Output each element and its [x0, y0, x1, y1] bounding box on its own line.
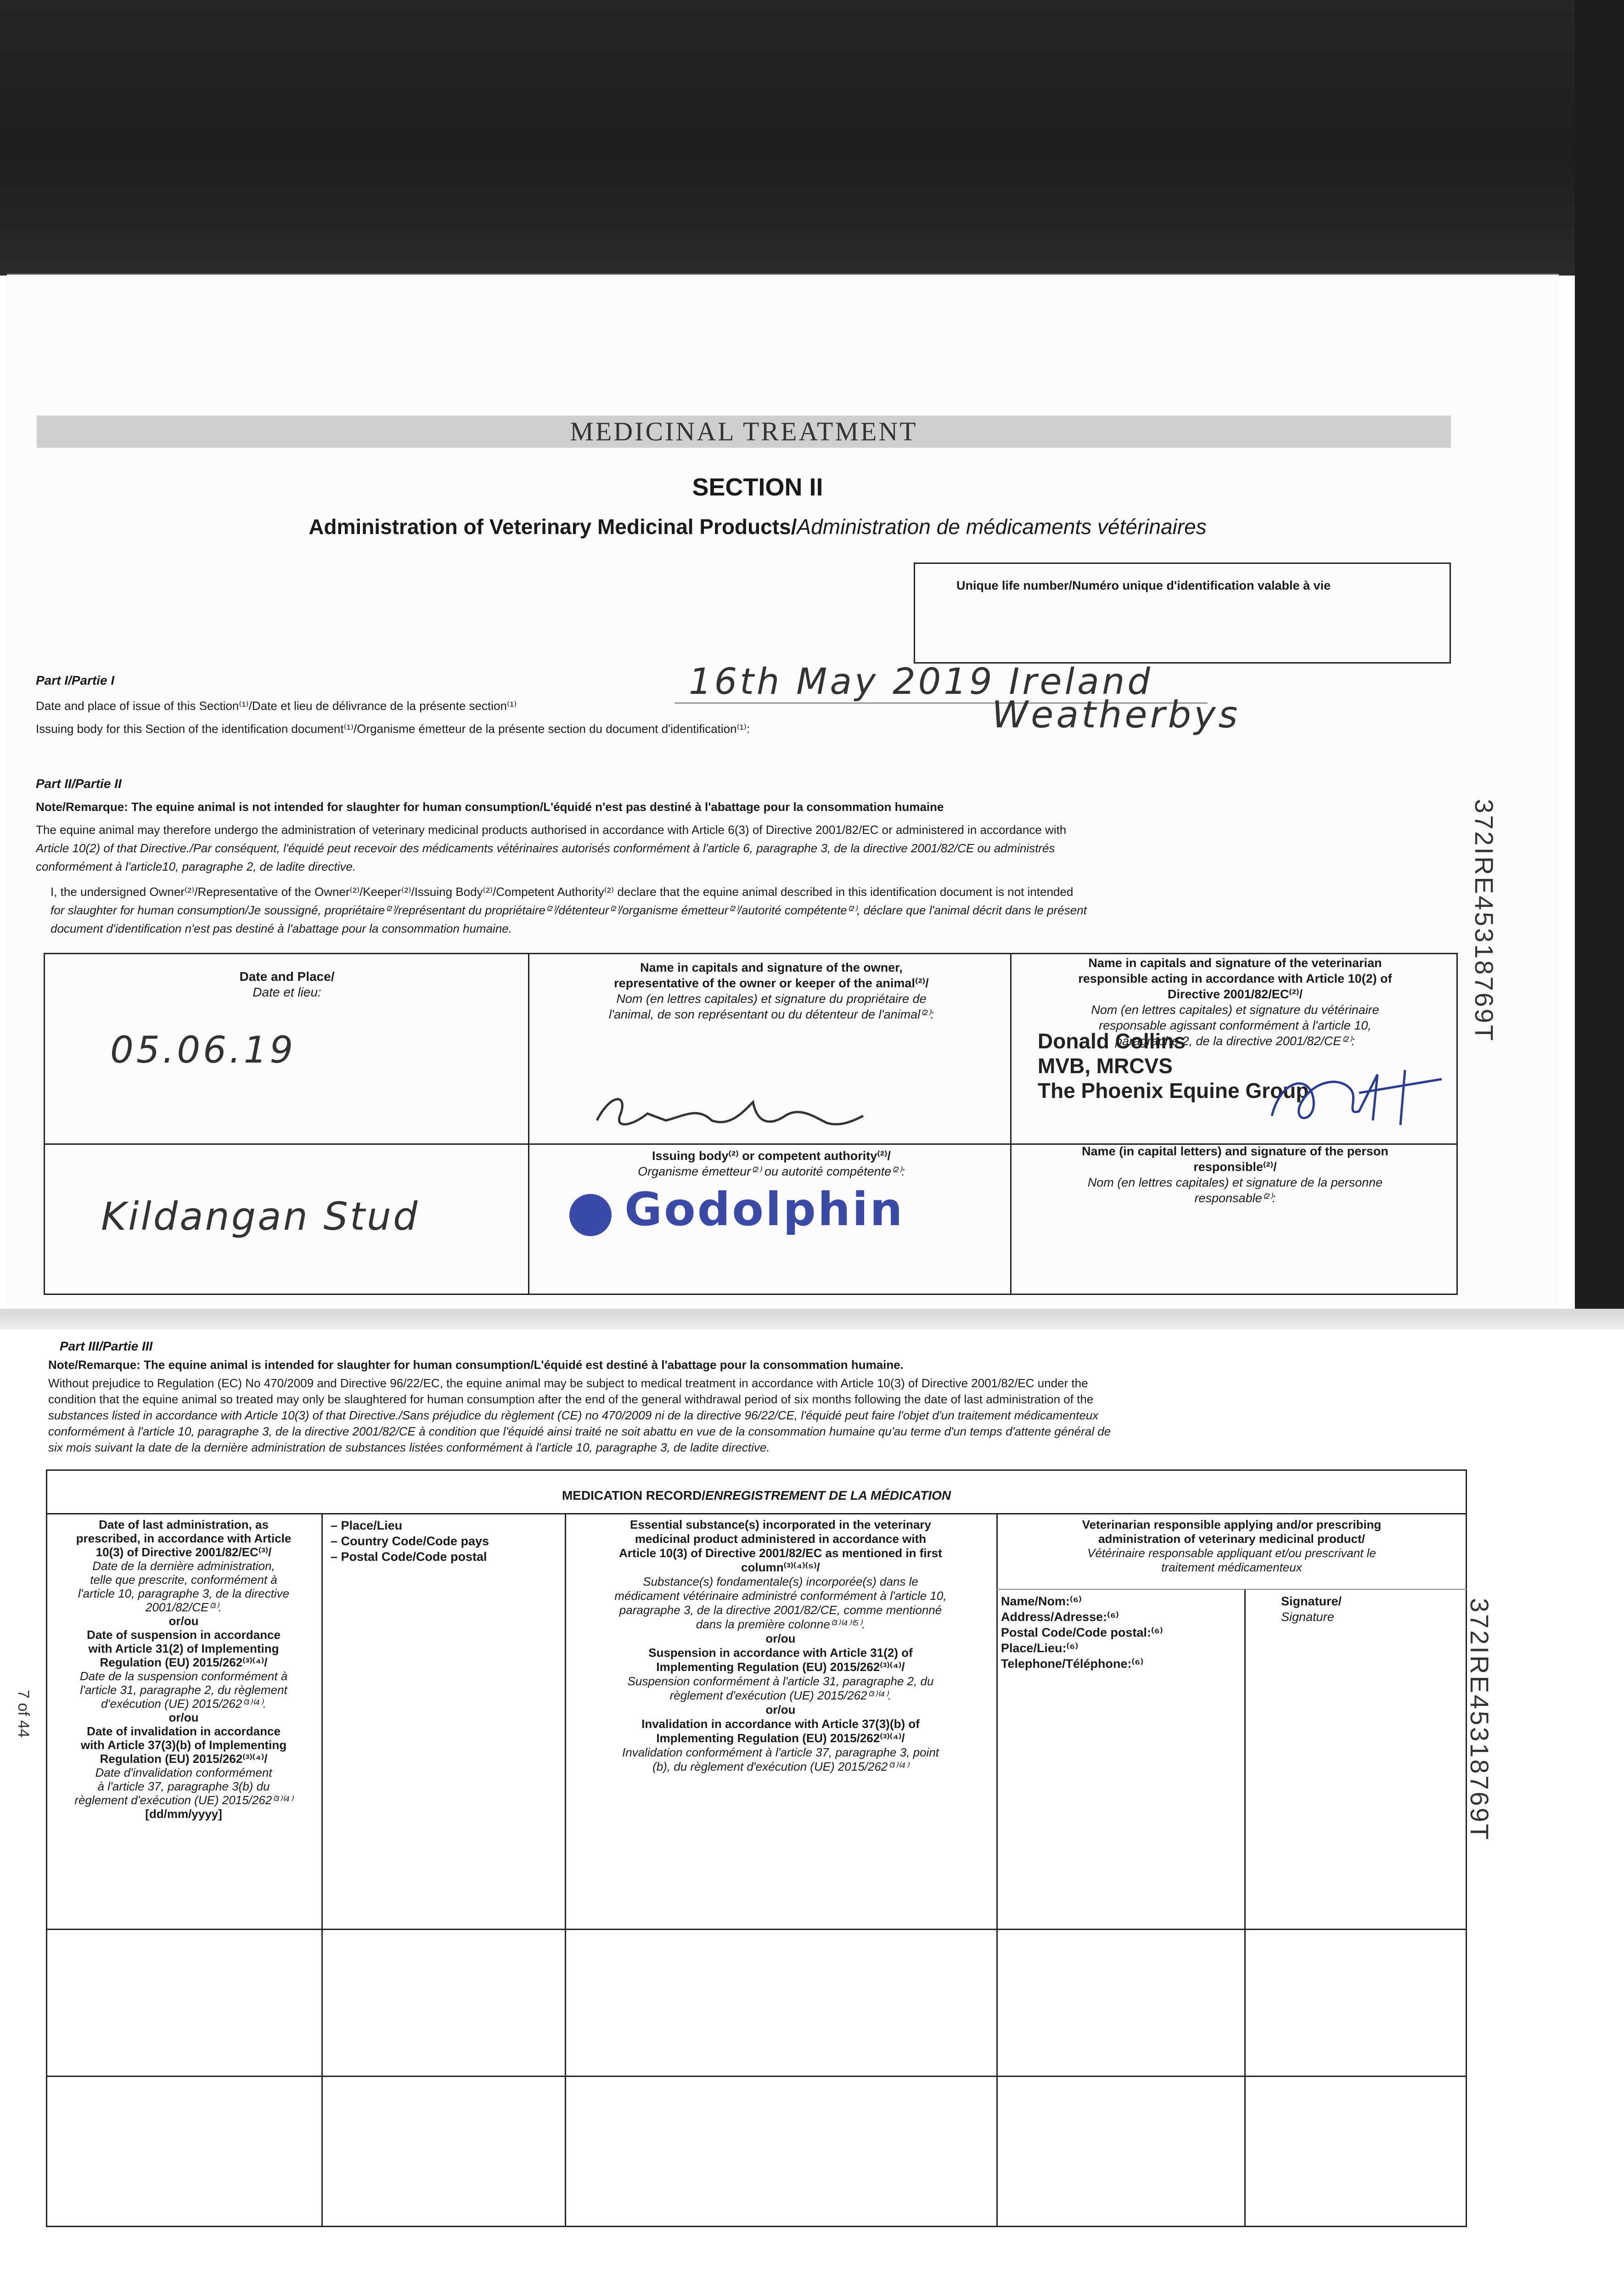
- med-col1-line: Regulation (EU) 2015/262⁽³⁾⁽⁴⁾/: [100, 1655, 268, 1669]
- title-banner: [37, 416, 1451, 448]
- med-col2-line: – Postal Code/Code postal: [331, 1550, 487, 1564]
- owner-header-line1: Name in capitals and signature of the owner,: [640, 961, 903, 974]
- vet-stamp-practice: The Phoenix Equine Group: [1038, 1079, 1309, 1103]
- part3-note: Note/Remarque: The equine animal is intended for slaughter for human consumption/L'équidé est destiné à l'abattage pour la consommation humaine.: [48, 1358, 904, 1372]
- issuing-header-en: Issuing body⁽²⁾ or competent authority⁽²⁾/: [652, 1149, 891, 1163]
- med-col1-line: [dd/mm/yyyy]: [145, 1807, 222, 1821]
- med-col2-line: – Place/Lieu: [331, 1519, 403, 1532]
- page-heading: [138, 514, 1377, 539]
- med-col3-line: Suspension in accordance with Article 31(2) of: [648, 1646, 913, 1660]
- part2-note-line3: conformément à l'article10, paragraphe 2, de ladite directive.: [36, 860, 356, 873]
- med-col1-line: Date of last administration, as: [99, 1518, 269, 1531]
- med-table-vet-sub-line: [996, 1589, 1467, 1590]
- med-col3-line: or/ou: [765, 1703, 796, 1716]
- med-col1-line: 2001/82/CE⁽³⁾.: [146, 1600, 222, 1614]
- section-title: SECTION II: [692, 473, 823, 501]
- vet-stamp-qualifications: MVB, MRCVS: [1038, 1054, 1173, 1078]
- med-col1-line: d'exécution (UE) 2015/262⁽³⁾⁽⁴⁾.: [101, 1697, 266, 1711]
- vet-header-line5: responsable agissant conformément à l'article 10,: [1099, 1019, 1371, 1032]
- med-record-title-fr: ENREGISTREMENT DE LA MÉDICATION: [705, 1488, 951, 1503]
- scan-background: [0, 0, 1624, 276]
- med-col1-line: règlement d'exécution (UE) 2015/262⁽³⁾⁽⁴⁾: [74, 1793, 293, 1807]
- date-place-header-en: Date and Place/: [239, 969, 335, 984]
- med-col2-line: – Country Code/Code pays: [331, 1534, 489, 1548]
- med-record-title: [46, 1488, 1467, 1503]
- med-col3-header: [567, 1518, 994, 1774]
- med-col3-line: paragraphe 3, de la directive 2001/82/CE, comme mentionné: [619, 1603, 942, 1617]
- med-col3-line: Article 10(3) of Directive 2001/82/EC as mentioned in first: [619, 1546, 942, 1560]
- date-place-header: [46, 969, 528, 1000]
- med-record-title-en: MEDICATION RECORD/: [562, 1488, 706, 1503]
- vet-header-line3: Directive 2001/82/EC⁽²⁾/: [1168, 987, 1303, 1001]
- vet-telephone-field: Telephone/Téléphone:⁽⁶⁾: [1001, 1657, 1144, 1671]
- title-banner-text: MEDICINAL TREATMENT: [570, 416, 918, 446]
- med-col1-line: Regulation (EU) 2015/262⁽³⁾⁽⁴⁾/: [100, 1752, 268, 1766]
- part2-declaration-line3: document d'identification n'est pas destiné à l'abattage pour la consommation humaine.: [51, 922, 512, 935]
- part3-para-line3: substances listed in accordance with Article 10(3) of that Directive./Sans préjudice du règlement (CE) no 470/2009 ni de la directive 96/22/CE, l'équidé peut faire l'objet d'un traitement médicamenteux: [48, 1408, 1099, 1422]
- med-col2-header: [331, 1518, 560, 1564]
- part3-para-line2: condition that the equine animal so treated may only be slaughtered for human consumption after the end of the general withdrawal period of six months following the date of last administration of the: [48, 1392, 1094, 1406]
- godolphin-logo-text: Godolphin: [624, 1182, 905, 1236]
- med-col1-line: l'article 10, paragraphe 3, de la directive: [78, 1587, 290, 1600]
- med-col1-line: Date of suspension in accordance: [87, 1628, 281, 1642]
- vet-header-line1: Name in capitals and signature of the veterinarian: [1088, 956, 1382, 970]
- med-col1-line: Date of invalidation in accordance: [87, 1724, 281, 1738]
- med-col3-line: column⁽³⁾⁽⁴⁾⁽⁵⁾/: [741, 1560, 820, 1574]
- med-col1-line: Date de la dernière administration,: [92, 1559, 275, 1573]
- part2-table-vline2: [1010, 953, 1011, 1295]
- med-col3-line: medicinal product administered in accordance with: [635, 1532, 927, 1546]
- med-table-vline1: [321, 1513, 323, 2227]
- med-table-vline3: [996, 1513, 998, 2227]
- person-header: [1015, 1143, 1455, 1206]
- part1-issuing-body-label: Issuing body for this Section of the identification document⁽¹⁾/Organisme émetteur de la présente section du document d'identification⁽¹⁾:: [36, 722, 750, 736]
- scan-edge: [1575, 0, 1624, 1322]
- med-col3-line: règlement d'exécution (UE) 2015/262⁽³⁾⁽⁴⁾.: [669, 1688, 892, 1702]
- signature-header-en: Signature/: [1281, 1594, 1342, 1608]
- med-col3-line: médicament vétérinaire administré conformément à l'article 10,: [614, 1589, 947, 1603]
- med-col1-line: Date d'invalidation conformément: [95, 1766, 272, 1779]
- vet-name-field: Name/Nom:⁽⁶⁾: [1001, 1594, 1082, 1608]
- med-col3-line: Implementing Regulation (EU) 2015/262⁽³⁾⁽⁴⁾/: [656, 1660, 905, 1674]
- med-col4-header: [999, 1518, 1465, 1575]
- med-col4-line: Veterinarian responsible applying and/or prescribing: [1082, 1518, 1382, 1531]
- med-col3-line: Invalidation conformément à l'article 37, paragraphe 3, point: [622, 1745, 939, 1759]
- unique-life-number-box: [914, 563, 1451, 664]
- person-header-line3: Nom (en lettres capitales) et signature de la personne: [1087, 1176, 1383, 1189]
- part1-issuing-body-value: Weatherbys: [992, 693, 1241, 736]
- part1-label: Part I/Partie I: [36, 673, 115, 687]
- part3-para-line4: conformément à l'article 10, paragraphe 3, de la directive 2001/82/CE à condition que l'équidé ainsi traité ne soit abattu en vue de la consommation humaine qu'au terme d'un temps d'attente général de: [48, 1424, 1111, 1438]
- med-col1-line: Date de la suspension conformément à: [79, 1669, 288, 1683]
- issuing-header: [533, 1148, 1010, 1179]
- med-col1-line: prescribed, in accordance with Article: [76, 1531, 292, 1545]
- part3-para-line5: six mois suivant la date de la dernière administration de substances listées conformément à l'article 10, paragraphe 3, de ladite directive.: [48, 1441, 770, 1454]
- med-signature-header: [1281, 1593, 1455, 1625]
- part2-table-vline1: [528, 953, 529, 1295]
- med-col1-line: 10(3) of Directive 2001/82/EC⁽³⁾/: [96, 1545, 272, 1559]
- med-col1-line: with Article 31(2) of Implementing: [88, 1642, 279, 1655]
- side-code-upper: 372IRE45318769T: [1470, 799, 1499, 1043]
- part3-para-line1: Without prejudice to Regulation (EC) No 470/2009 and Directive 96/22/EC, the equine animal may be subject to medical treatment in accordance with Article 10(3) of Directive 2001/82/EC under the: [48, 1376, 1088, 1390]
- vet-stamp-name: Donald Collins: [1038, 1029, 1186, 1053]
- date-place-value: 05.06.19: [110, 1029, 296, 1071]
- med-col3-line: Invalidation in accordance with Article 37(3)(b) of: [641, 1717, 920, 1731]
- ulnbox-label: Unique life number/Numéro unique d'identification valable à vie: [956, 579, 1331, 592]
- part2-declaration-line1: I, the undersigned Owner⁽²⁾/Representative of the Owner⁽²⁾/Keeper⁽²⁾/Issuing Body⁽²⁾/Competent Authority⁽²⁾ declare that the equine animal described in this identification document is not intended: [51, 885, 1073, 899]
- page-number: 7 of 44: [15, 1690, 32, 1738]
- date-place-header-fr: Date et lieu:: [253, 985, 321, 999]
- vet-signature: [1267, 1061, 1451, 1134]
- med-col4-line: administration of veterinary medicinal product/: [1098, 1532, 1365, 1546]
- heading-en: Administration of Veterinary Medicinal Products/: [309, 515, 797, 539]
- signature-header-fr: Signature: [1281, 1610, 1334, 1624]
- med-col3-line: Suspension conformément à l'article 31, paragraphe 2, du: [627, 1674, 934, 1688]
- med-table-row-line2: [46, 2076, 1467, 2077]
- med-col3-line: Essential substance(s) incorporated in the veterinary: [630, 1518, 931, 1531]
- med-table-vline4: [1244, 1589, 1246, 2227]
- med-table-header-line: [46, 1513, 1467, 1514]
- godolphin-logo-icon: [569, 1194, 612, 1236]
- med-table-row-line1: [46, 1929, 1467, 1930]
- med-col1-line: with Article 37(3)(b) of Implementing: [80, 1738, 287, 1752]
- part2-note-line2: Article 10(2) of that Directive./Par conséquent, l'équidé peut recevoir des médicaments vétérinaires autorisés conformément à l'article 6, paragraphe 3, de la directive 2001/82/CE ou administrés: [36, 841, 1055, 855]
- owner-header-line3: Nom (en lettres capitales) et signature du propriétaire de: [616, 992, 927, 1006]
- person-header-line2: responsible⁽²⁾/: [1193, 1160, 1277, 1174]
- part3-label: Part III/Partie III: [60, 1339, 153, 1353]
- med-col1-line: or/ou: [169, 1614, 199, 1628]
- issuing-header-fr: Organisme émetteur⁽²⁾ ou autorité compétente⁽²⁾:: [638, 1165, 905, 1178]
- heading-fr: Administration de médicaments vétérinaires: [797, 515, 1207, 539]
- vet-postal-field: Postal Code/Code postal:⁽⁶⁾: [1001, 1626, 1163, 1639]
- owner-header-line4: l'animal, de son représentant ou du détenteur de l'animal⁽²⁾:: [609, 1007, 934, 1021]
- med-col4-line: traitement médicamenteux: [1161, 1560, 1302, 1574]
- owner-header-line2: representative of the owner or keeper of the animal⁽²⁾/: [614, 976, 929, 990]
- part1-date-place-label: Date and place of issue of this Section⁽¹⁾/Date et lieu de délivrance de la présente section⁽¹⁾: [36, 699, 517, 713]
- kildangan-value: Kildangan Stud: [101, 1194, 420, 1239]
- med-vet-fields: [1001, 1593, 1240, 1671]
- part2-note-line1: The equine animal may therefore undergo the administration of veterinary medicinal products authorised in accordance with Article 6(3) of Directive 2001/82/EC or administered in accordance with: [36, 823, 1067, 837]
- vet-place-field: Place/Lieu:⁽⁶⁾: [1001, 1641, 1079, 1655]
- owner-header: [533, 960, 1010, 1022]
- vet-header-line2: responsible acting in accordance with Article 10(2) of: [1078, 972, 1392, 985]
- vet-header-line4: Nom (en lettres capitales) et signature du vétérinaire: [1091, 1003, 1379, 1017]
- vet-address-field: Address/Adresse:⁽⁶⁾: [1001, 1610, 1119, 1624]
- part2-note: Note/Remarque: The equine animal is not intended for slaughter for human consumption/L'équidé n'est pas destiné à l'abattage pour la consommation humaine: [36, 800, 944, 814]
- med-col1-line: telle que prescrite, conformément à: [90, 1573, 277, 1587]
- med-col3-line: Substance(s) fondamentale(s) incorporée(s) dans le: [643, 1575, 918, 1588]
- vet-header-line6: paragraphe 2, de la directive 2001/82/CE⁽²⁾:: [1115, 1034, 1355, 1048]
- part2-label: Part II/Partie II: [36, 777, 122, 791]
- part1-date-place-value: 16th May 2019 Ireland: [689, 661, 1153, 703]
- med-col1-header: [48, 1518, 319, 1821]
- part2-declaration-line2: for slaughter for human consumption/Je soussigné, propriétaire⁽²⁾/représentant du propriétaire⁽²⁾/détenteur⁽²⁾/organisme émetteur⁽²⁾/autorité compétente⁽²⁾, déclare que l'animal décrit dans le présent: [51, 903, 1087, 917]
- med-col1-line: l'article 31, paragraphe 2, du règlement: [80, 1683, 287, 1697]
- person-header-line1: Name (in capital letters) and signature of the person: [1082, 1144, 1388, 1158]
- med-col3-line: or/ou: [765, 1632, 796, 1645]
- med-col1-line: à l'article 37, paragraphe 3(b) du: [97, 1779, 270, 1793]
- med-col1-line: or/ou: [169, 1711, 199, 1724]
- med-col3-line: (b), du règlement d'exécution (UE) 2015/262⁽³⁾⁽⁴⁾: [652, 1760, 909, 1773]
- med-col3-line: dans la première colonne⁽³⁾⁽⁴⁾⁽⁵⁾.: [696, 1617, 865, 1631]
- med-col4-line: Vétérinaire responsable appliquant et/ou prescrivant le: [1087, 1546, 1376, 1560]
- owner-signature: [592, 1088, 868, 1139]
- med-table-vline2: [565, 1513, 566, 2227]
- person-header-line4: responsable⁽²⁾:: [1194, 1191, 1276, 1205]
- med-col3-line: Implementing Regulation (EU) 2015/262⁽³⁾⁽⁴⁾/: [656, 1731, 905, 1745]
- side-code-lower: 372IRE45318769T: [1465, 1598, 1494, 1842]
